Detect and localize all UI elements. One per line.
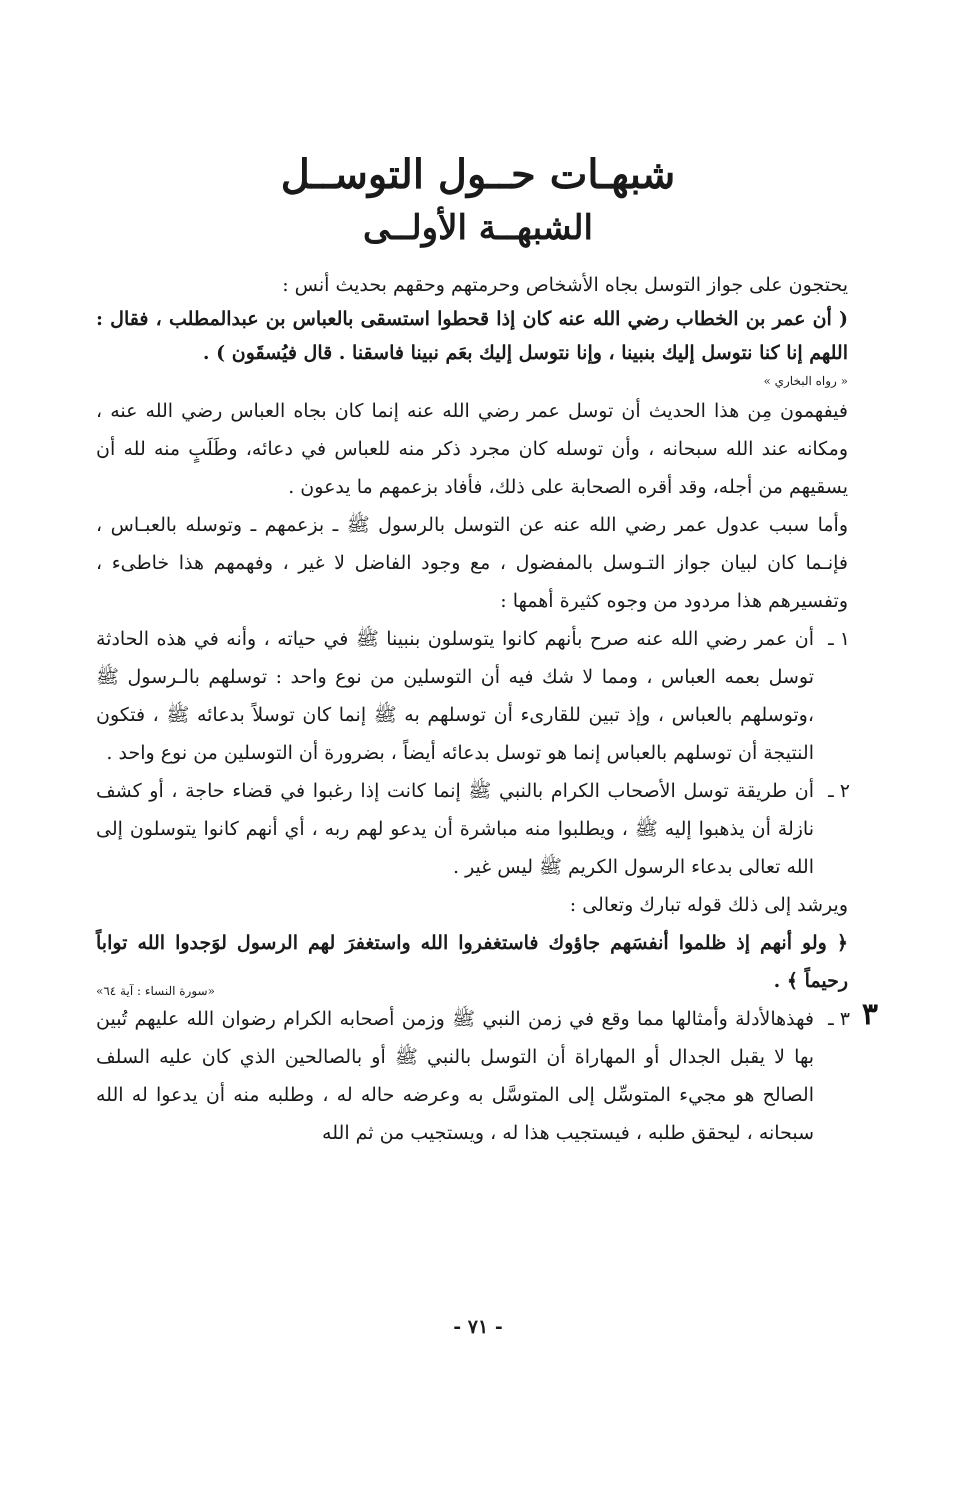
page-title: شبهـات حــول التوســل: [280, 151, 676, 198]
section-subtitle: الشبهــة الأولــى: [363, 208, 593, 248]
lead-in: ويرشد إلى ذلك قوله تبارك وتعالى :: [569, 894, 848, 916]
handwritten-margin-mark: ٣: [861, 997, 878, 1032]
item-text: أن عمر رضي الله عنه صرح بأنهم كانوا يتوسلون بنبينا ﷺ في حياته ، وأنه في هذه الحادثة توسل بعمه العباس ، ومما لا شك فيه أن التوسلين من نوع واحد : توسلهم بالـرسول ﷺ ،وتوسلهم بالعباس ، وإذ تبين للقارىء أن توسلهم به ﷺ إنما كان توسلاً بدعائه ﷺ ، فتكون النتيجة أن توسلهم بالعباس إنما هو توسل بدعائه أيضاً ، بضرورة أن التوسلين من نوع واحد .: [96, 628, 814, 764]
item-text: فهذهالأدلة وأمثالها مما وقع في زمن النبي ﷺ وزمن أصحابه الكرام رضوان الله عليهم تُبين بها لا يقبل الجدال أو المهاراة أن التوسل بالنبي ﷺ أو بالصالحين الذي كان عليه السلف الصالح هو مجيء المتوسِّل إلى المتوسَّل به وعرضه حاله له ، وطلبه منه أن يدعوا له الله سبحانه ، ليحقق طلبه ، فيستجيب هذا له ، ويستجيب من ثم الله: [96, 1008, 814, 1144]
page-number: - ٧١ -: [453, 1316, 503, 1338]
quran-source: «سورة النساء : آية ٦٤»: [96, 984, 215, 998]
intro-paragraph: يحتجون على جواز التوسل بجاه الأشخاص وحرمتهم وحقهم بحديث أنس :: [282, 274, 848, 296]
paragraph-1: فيفهمون مِن هذا الحديث أن توسل عمر رضي الله عنه إنما كان بجاه العباس رضي الله عنه ، ومكانه عند الله سبحانه ، وأن توسله كان مجرد ذكر منه للعباس في دعائه، وطَلَبٍ منه لله أن يسقيهم من أجله، وقد أقره الصحابة على ذلك، فأفاد بزعمهم ما يدعون .: [96, 400, 848, 498]
paragraph-2: وأما سبب عدول عمر رضي الله عنه عن التوسل بالرسول ﷺ ـ بزعمهم ـ وتوسله بالعبـاس ، فإنـما كان لبيان جواز التـوسل بالمفضول ، مع وجود الفاضل لا غير ، وفهمهم هذا خاطىء ، وتفسيرهم هذا مردود من وجوه كثيرة أهمها :: [96, 514, 848, 612]
item-number: ٣ ـ: [828, 1008, 850, 1030]
item-number: ٢ ـ: [828, 780, 850, 802]
hadith-quote: ( أن عمر بن الخطاب رضي الله عنه كان إذا قحطوا استسقى بالعباس بن عبدالمطلب ، فقال : اللهم إنا كنا نتوسل إليك بنبينا ، وإنا نتوسل إليك بعَم نبينا فاسقنا . قال فيُسقَون ) .: [96, 308, 848, 364]
page-body: [96, 268, 878, 1152]
numbered-item-3: [96, 997, 878, 1152]
hadith-source: « رواه البخاري »: [763, 374, 848, 388]
numbered-item-2: [96, 772, 848, 886]
item-text: أن طريقة توسل الأصحاب الكرام بالنبي ﷺ إنما كانت إذا رغبوا في قضاء حاجة ، أو كشف نازلة أن يذهبوا إليه ﷺ ، ويطلبوا منه مباشرة أن يدعو لهم ربه ، أي أنهم كانوا يتوسلون إلى الله تعالى بدعاء الرسول الكريم ﷺ ليس غير .: [96, 780, 814, 878]
item-number: ١ ـ: [828, 628, 850, 650]
numbered-item-1: [96, 620, 848, 772]
quran-verse: ﴿ ولو أنهم إذ ظلموا أنفسَهم جاؤوك فاستغفروا الله واستغفرَ لهم الرسول لوَجدوا الله تواباً رحيماً ﴾ .: [96, 932, 848, 992]
